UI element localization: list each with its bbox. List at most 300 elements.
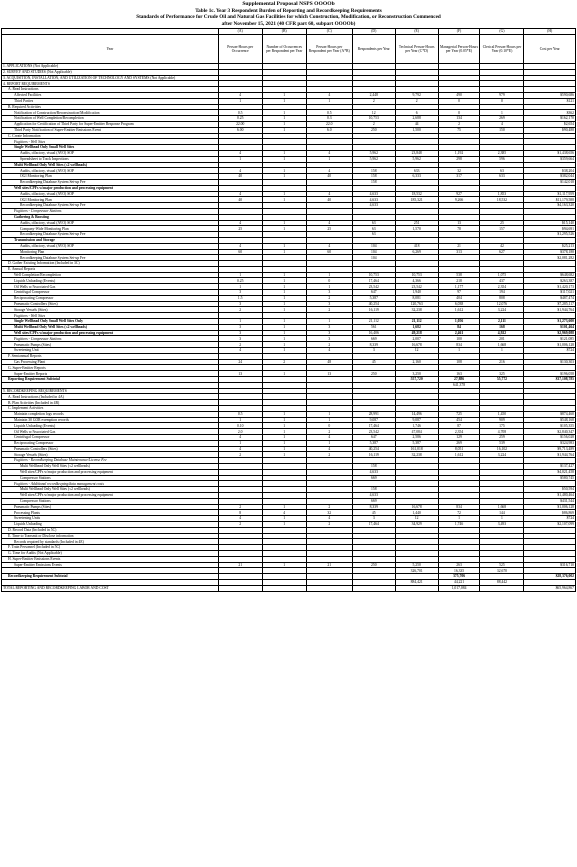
table-cell: 78 bbox=[438, 226, 480, 232]
table-cell: 1,612 bbox=[438, 452, 480, 458]
row-label: Liquids Unloading (Events) bbox=[2, 423, 219, 429]
table-cell: 48 bbox=[306, 359, 352, 365]
table-cell: 1 bbox=[306, 411, 352, 417]
row-label: Recordkeeping Database System Set-up Fee bbox=[2, 179, 219, 185]
table-cell: 1 bbox=[438, 348, 480, 354]
table-cell: 218 bbox=[438, 278, 480, 284]
table-cell: 0 bbox=[306, 278, 352, 284]
table-cell: 0 bbox=[480, 98, 524, 104]
table-cell: 3 bbox=[352, 348, 395, 354]
row-label: Reciprocating Compressor bbox=[2, 440, 219, 446]
row-label: Pneumatic Pumps (Sites) bbox=[2, 342, 219, 348]
table-cell: 1,668 bbox=[480, 504, 524, 510]
table-cell: $1,273,600 bbox=[524, 319, 576, 325]
table-cell: 1,177 bbox=[438, 284, 480, 290]
table-cell: 0.10 bbox=[218, 423, 262, 429]
table-cell: 1 bbox=[262, 371, 306, 377]
row-label: Liquids Unloading bbox=[2, 521, 219, 527]
table-cell: 168 bbox=[480, 324, 524, 330]
table-cell: 108 bbox=[438, 359, 480, 365]
table-cell: 21 bbox=[306, 562, 352, 568]
table-cell: $37,108,785 bbox=[524, 377, 576, 383]
table-cell: 1 bbox=[262, 336, 306, 342]
table-cell: 5,250 bbox=[395, 562, 438, 568]
row-label: Pneumatic Pumps (Sites) bbox=[2, 504, 219, 510]
table-cell: 326,701 bbox=[395, 568, 438, 574]
table-cell: 1 bbox=[262, 440, 306, 446]
table-cell: 1 bbox=[262, 92, 306, 98]
row-label: Audits, olfactory, visual (AVO) SOP bbox=[2, 150, 219, 156]
table-cell: 263 bbox=[438, 562, 480, 568]
table-cell: 201 bbox=[480, 336, 524, 342]
table-cell: 647 bbox=[352, 435, 395, 441]
table-cell: $590,686 bbox=[524, 92, 576, 98]
table-cell: 9,792 bbox=[395, 92, 438, 98]
table-cell: 2 bbox=[352, 98, 395, 104]
row-label: Audits, olfactory, visual (AVO) SOP bbox=[2, 168, 219, 174]
row-label: 1. APPLICATIONS (Not Applicable) bbox=[2, 64, 219, 70]
table-cell: 1 bbox=[262, 110, 306, 116]
table-cell: 1 bbox=[306, 156, 352, 162]
table-cell: 1 bbox=[262, 290, 306, 296]
table-cell: 88,442 bbox=[480, 579, 524, 585]
column-letter: (F) bbox=[438, 29, 480, 35]
table-cell: 3 bbox=[218, 290, 262, 296]
table-cell: 4 bbox=[306, 348, 352, 354]
table-cell bbox=[306, 585, 352, 591]
table-cell: 834 bbox=[438, 342, 480, 348]
table-cell: 1 bbox=[262, 423, 306, 429]
table-cell: 325 bbox=[480, 371, 524, 377]
table-cell: 375,706 bbox=[438, 574, 480, 580]
table-cell: 16,406 bbox=[352, 330, 395, 336]
row-label: Transmission and Storage bbox=[2, 237, 219, 243]
table-cell: 1 bbox=[262, 295, 306, 301]
table-cell: 2,160 bbox=[395, 359, 438, 365]
table-cell: 63 bbox=[352, 220, 395, 226]
row-label: TOTAL REPORTING AND RECORDKEEPING LABOR AND COST bbox=[2, 585, 219, 591]
table-cell: 23,542 bbox=[352, 429, 395, 435]
table-cell: 490 bbox=[438, 92, 480, 98]
table-cell: $15,140 bbox=[524, 220, 576, 226]
column-header: Person-Hours per Occurrence bbox=[218, 35, 262, 64]
document-heading: Supplemental Proposal NSPS OOOOb bbox=[242, 1, 335, 7]
table-cell: 2 bbox=[218, 504, 262, 510]
table-cell: 4 bbox=[218, 446, 262, 452]
table-cell: 13 bbox=[218, 371, 262, 377]
table-cell: 1 bbox=[262, 278, 306, 284]
table-cell: $65,964,867 bbox=[524, 585, 576, 591]
table-cell: 150 bbox=[480, 127, 524, 133]
table-cell: 2 bbox=[218, 452, 262, 458]
row-label: Well sites/CPFs w/major production and processing equipment bbox=[2, 330, 219, 336]
table-cell: 557,720 bbox=[395, 377, 438, 383]
row-label: Sweetening Unit bbox=[2, 348, 219, 354]
table-cell: 216 bbox=[480, 359, 524, 365]
table-cell: 1 bbox=[306, 440, 352, 446]
table-cell: 45 bbox=[352, 359, 395, 365]
row-label: Fugitives - Additional recordkeeping/data management costs bbox=[2, 481, 219, 487]
table-cell: 4 bbox=[306, 220, 352, 226]
table-cell: 10,753 bbox=[352, 272, 395, 278]
row-label: Third Party Notification of Super-Emitter Emissions Event bbox=[2, 127, 219, 133]
table-cell: 269 bbox=[480, 116, 524, 122]
row-label: B. Plan Activities (Included in 4B) bbox=[2, 400, 219, 406]
table-cell: $11,179,588 bbox=[524, 197, 576, 203]
table-cell: 21,112 bbox=[352, 319, 395, 325]
table-cell: $1,295,526 bbox=[524, 232, 576, 238]
table-cell: 4 bbox=[262, 510, 306, 516]
table-cell: 6,038 bbox=[438, 301, 480, 307]
table-cell: 40 bbox=[306, 174, 352, 180]
row-label: H. Super-Emitter Emissions Events bbox=[2, 556, 219, 562]
row-label: D. Gather Existing Information (Included in 3C) bbox=[2, 261, 219, 267]
table-cell: 1,450 bbox=[480, 411, 524, 417]
table-cell: 2 bbox=[218, 521, 262, 527]
table-cell: 10,753 bbox=[395, 272, 438, 278]
table-cell: 2,448 bbox=[352, 92, 395, 98]
table-cell: 2 bbox=[306, 429, 352, 435]
table-cell: 21,112 bbox=[395, 319, 438, 325]
table-cell: 538 bbox=[438, 272, 480, 278]
table-cell: 60 bbox=[218, 249, 262, 255]
table-cell: 25 bbox=[218, 226, 262, 232]
table-cell: 175 bbox=[480, 423, 524, 429]
table-cell: $724 bbox=[524, 516, 576, 522]
table-cell: 4 bbox=[218, 168, 262, 174]
table-cell: $86,869 bbox=[524, 510, 576, 516]
table-cell: 4 bbox=[218, 191, 262, 197]
table-cell: 2 bbox=[218, 342, 262, 348]
table-cell: $4,021,458 bbox=[524, 469, 576, 475]
table-cell: $137,427 bbox=[524, 463, 576, 469]
table-cell: 1 bbox=[218, 272, 262, 278]
table-cell: 4,633 bbox=[352, 469, 395, 475]
column-header: Technical Person-Hours per Year (C*D) bbox=[395, 35, 438, 64]
row-label: Single Wellhead Only Small Well Sites Only bbox=[2, 319, 219, 325]
table-cell: 317 bbox=[438, 174, 480, 180]
table-cell: $1,438,656 bbox=[524, 150, 576, 156]
table-cell: 4 bbox=[218, 220, 262, 226]
row-label: Centrifugal Compressor bbox=[2, 290, 219, 296]
table-cell: 909 bbox=[480, 417, 524, 423]
row-label: Oil Wells w/Associated Gas bbox=[2, 429, 219, 435]
table-cell: 669 bbox=[352, 475, 395, 481]
table-cell: 1 bbox=[262, 417, 306, 423]
table-cell bbox=[218, 585, 262, 591]
table-cell: 97 bbox=[438, 290, 480, 296]
row-label: Compressor Stations bbox=[2, 498, 219, 504]
table-cell: $1,480,464 bbox=[524, 492, 576, 498]
table-cell: 4 bbox=[306, 516, 352, 522]
table-cell: 4,922 bbox=[480, 330, 524, 336]
row-label: Fugitives - Well Sites bbox=[2, 313, 219, 319]
table-cell: 1 bbox=[262, 348, 306, 354]
row-label: Maintain completion logs records bbox=[2, 411, 219, 417]
table-cell: 596 bbox=[480, 156, 524, 162]
table-cell: 72 bbox=[438, 510, 480, 516]
table-cell: 32 bbox=[306, 510, 352, 516]
table-cell: 3 bbox=[306, 301, 352, 307]
table-cell: 1 bbox=[262, 521, 306, 527]
table-cell: 0.3 bbox=[306, 116, 352, 122]
table-cell: 2,007 bbox=[395, 336, 438, 342]
table-cell: 539 bbox=[480, 440, 524, 446]
table-cell: 1 bbox=[262, 191, 306, 197]
table-body bbox=[2, 64, 576, 592]
row-label: C. Create Information bbox=[2, 133, 219, 139]
row-label: Well sites/CPFs w/major production and processing equipment bbox=[2, 492, 219, 498]
table-cell: 194 bbox=[480, 290, 524, 296]
table-cell: 63 bbox=[352, 226, 395, 232]
column-letter: (C) bbox=[306, 29, 352, 35]
table-cell: 4 bbox=[306, 446, 352, 452]
table-cell bbox=[262, 585, 306, 591]
table-cell: 40 bbox=[218, 174, 262, 180]
table-cell: $156,028 bbox=[524, 435, 576, 441]
table-cell: 1 bbox=[262, 121, 306, 127]
column-header: Year bbox=[2, 35, 219, 64]
table-cell: 808 bbox=[480, 295, 524, 301]
table-cell: 4 bbox=[218, 435, 262, 441]
table-cell: 627 bbox=[480, 249, 524, 255]
table-cell: 1 bbox=[306, 98, 352, 104]
table-cell: 22.0 bbox=[306, 121, 352, 127]
table-cell: 17,464 bbox=[352, 423, 395, 429]
column-header-row bbox=[2, 35, 576, 64]
table-cell: 12 bbox=[395, 516, 438, 522]
table-cell: 250 bbox=[352, 127, 395, 133]
table-cell: 3 bbox=[306, 290, 352, 296]
table-cell: 28,991 bbox=[352, 411, 395, 417]
row-label: Fugitives - Well Sites bbox=[2, 139, 219, 145]
table-cell: $121,085 bbox=[524, 336, 576, 342]
table-cell: 1 bbox=[218, 440, 262, 446]
row-label: F. Semiannual Reports bbox=[2, 353, 219, 359]
row-label: F. Train Personnel (Included in 5C) bbox=[2, 545, 219, 551]
row-label: Audits, olfactory, visual (AVO) SOP bbox=[2, 243, 219, 249]
row-label: Audits, olfactory, visual (AVO) SOP bbox=[2, 191, 219, 197]
table-cell: 8,081 bbox=[395, 295, 438, 301]
table-cell: 6,269 bbox=[395, 249, 438, 255]
row-label: Storage Vessels (Sites) bbox=[2, 307, 219, 313]
table-cell: 1 bbox=[262, 226, 306, 232]
table-cell: 2,688 bbox=[395, 116, 438, 122]
table-cell: 1,192 bbox=[438, 150, 480, 156]
table-cell: 1 bbox=[262, 324, 306, 330]
column-header: Number of Occurrences per Respondent per Year bbox=[262, 35, 306, 64]
row-label: A. Read Instructions (Included in 4A) bbox=[2, 394, 219, 400]
row-label: Audits, olfactory, visual (AVO) SOP bbox=[2, 220, 219, 226]
column-header: Respondents per Year bbox=[352, 35, 395, 64]
table-cell: 14,496 bbox=[395, 411, 438, 417]
table-cell: 2 bbox=[306, 295, 352, 301]
table-cell: 298 bbox=[438, 156, 480, 162]
table-cell: 2,586 bbox=[395, 435, 438, 441]
table-cell: $316,710 bbox=[524, 562, 576, 568]
table-cell: 1 bbox=[218, 284, 262, 290]
table-cell: 16,119 bbox=[352, 307, 395, 313]
table-cell: 49,218 bbox=[395, 330, 438, 336]
table-cell: 1,612 bbox=[438, 307, 480, 313]
table-cell: 8,339 bbox=[352, 504, 395, 510]
column-letter: (H) bbox=[524, 29, 576, 35]
row-label: Well sites/CPFs w/major production and processing equipment bbox=[2, 469, 219, 475]
table-cell: $362 bbox=[524, 110, 576, 116]
table-cell: 10,753 bbox=[352, 116, 395, 122]
table-cell: $1,420,173 bbox=[524, 284, 576, 290]
table-cell: 9,266 bbox=[438, 197, 480, 203]
table-cell: 22.00 bbox=[218, 121, 262, 127]
table-cell: 1,940 bbox=[395, 290, 438, 296]
table-cell: 4 bbox=[306, 435, 352, 441]
table-cell: 4,366 bbox=[395, 278, 438, 284]
row-label: Multi Wellhead Only Well Sites (≤2 wellheads) bbox=[2, 487, 219, 493]
table-cell: 4,708 bbox=[480, 429, 524, 435]
table-cell: 1,056 bbox=[438, 319, 480, 325]
table-cell: 1,746 bbox=[395, 423, 438, 429]
table-cell: 45 bbox=[352, 510, 395, 516]
table-cell: $105,355 bbox=[524, 423, 576, 429]
table-cell: 259 bbox=[480, 435, 524, 441]
table-cell: 32,238 bbox=[395, 452, 438, 458]
row-label: Recordkeeping Database System Set-up Fee bbox=[2, 232, 219, 238]
table-cell: 13 bbox=[438, 220, 480, 226]
row-label: OGI Monitoring Plan bbox=[2, 174, 219, 180]
table-cell: $2,840,347 bbox=[524, 429, 576, 435]
table-cell: 6 bbox=[395, 110, 438, 116]
table-cell: 2 bbox=[438, 121, 480, 127]
table-cell: 63 bbox=[480, 168, 524, 174]
table-cell: 44,221 bbox=[438, 579, 480, 585]
table-cell: 1 bbox=[262, 197, 306, 203]
table-cell: 633 bbox=[480, 174, 524, 180]
table-cell: 1 bbox=[262, 249, 306, 255]
table-cell: 669 bbox=[352, 336, 395, 342]
row-label: Third Parties bbox=[2, 98, 219, 104]
table-cell bbox=[480, 585, 524, 591]
table-cell: 16,335 bbox=[438, 568, 480, 574]
table-cell: 25 bbox=[306, 226, 352, 232]
table-cell: 404 bbox=[438, 295, 480, 301]
table-cell: 47,084 bbox=[395, 429, 438, 435]
column-letter: (G) bbox=[480, 29, 524, 35]
table-cell: 1 bbox=[262, 319, 306, 325]
table-cell: 1 bbox=[262, 562, 306, 568]
table-cell: 12 bbox=[395, 348, 438, 354]
row-label: C. Implement Activities bbox=[2, 406, 219, 412]
row-label: Notification of Well Completion/Recompletion bbox=[2, 116, 219, 122]
table-cell: 3 bbox=[306, 330, 352, 336]
table-cell: $9,713,489 bbox=[524, 446, 576, 452]
table-cell: 2.0 bbox=[218, 429, 262, 435]
table-cell: 4 bbox=[218, 150, 262, 156]
row-label: E. Annual Reports bbox=[2, 266, 219, 272]
table-cell: 0 bbox=[306, 423, 352, 429]
table-cell: 1 bbox=[262, 429, 306, 435]
table-cell: 1 bbox=[438, 516, 480, 522]
row-label: Recordkeeping Database System Set-up Fee bbox=[2, 255, 219, 261]
table-cell: 4 bbox=[306, 191, 352, 197]
table-cell bbox=[395, 585, 438, 591]
table-cell: 1 bbox=[262, 330, 306, 336]
table-cell: 454 bbox=[438, 417, 480, 423]
table-cell: 104 bbox=[352, 243, 395, 249]
table-cell: $101,464 bbox=[524, 324, 576, 330]
table-cell: 1.5 bbox=[218, 295, 262, 301]
table-cell: 1,500 bbox=[395, 127, 438, 133]
table-cell: $382,044 bbox=[524, 174, 576, 180]
table-cell: 269 bbox=[438, 440, 480, 446]
row-label: OGI Monitoring Plan bbox=[2, 197, 219, 203]
table-cell: 1 bbox=[480, 348, 524, 354]
row-label: Reciprocating Compressor bbox=[2, 295, 219, 301]
row-label: Well Completion/Recompletion bbox=[2, 272, 219, 278]
row-label: Application for Certification of Third Party for Super-Emitter Response Program bbox=[2, 121, 219, 127]
table-cell: 2,354 bbox=[480, 284, 524, 290]
table-cell: $2,081,282 bbox=[524, 255, 576, 261]
row-label: D. Record Data (Included in 5C) bbox=[2, 527, 219, 533]
table-cell: 2,385 bbox=[480, 150, 524, 156]
table-cell: 0 bbox=[438, 98, 480, 104]
table-cell: 1 bbox=[262, 168, 306, 174]
table-cell: 16,678 bbox=[395, 504, 438, 510]
table-cell: 40 bbox=[218, 197, 262, 203]
table-cell: 75 bbox=[438, 127, 480, 133]
table-cell: 1,668 bbox=[480, 342, 524, 348]
table-cell: $7,285,117 bbox=[524, 301, 576, 307]
table-cell: 21 bbox=[438, 243, 480, 249]
table-cell: 17,464 bbox=[352, 278, 395, 284]
table-cell: 1 bbox=[262, 174, 306, 180]
table-cell: 144 bbox=[480, 510, 524, 516]
row-label: Fugitives - Compressor Stations bbox=[2, 208, 219, 214]
table-cell: 3,493 bbox=[480, 521, 524, 527]
row-label: Super-Emitter Emissions Events bbox=[2, 562, 219, 568]
column-header: Managerial Person-Hours per Year (0.05*E) bbox=[438, 35, 480, 64]
table-cell: 5,387 bbox=[352, 295, 395, 301]
row-label: Compressor Stations bbox=[2, 475, 219, 481]
row-label: A. Read Instructions bbox=[2, 87, 219, 93]
table-cell bbox=[352, 585, 395, 591]
table-cell: 1 bbox=[262, 307, 306, 313]
table-cell: 4 bbox=[306, 150, 352, 156]
table-cell: 1 bbox=[306, 417, 352, 423]
table-cell: 1,853 bbox=[480, 191, 524, 197]
row-label: Single Wellhead Only Small Well Sites bbox=[2, 145, 219, 151]
row-label: Sweetening Units bbox=[2, 516, 219, 522]
table-cell: 4 bbox=[480, 121, 524, 127]
table-cell: 725 bbox=[438, 411, 480, 417]
table-cell: 2,111 bbox=[480, 319, 524, 325]
table-cell: 2 bbox=[395, 98, 438, 104]
table-cell: 40,254 bbox=[352, 446, 395, 452]
table-cell: 42 bbox=[480, 243, 524, 249]
table-cell: 1,017,084 bbox=[438, 585, 480, 591]
row-label: Pneumatic Controllers (Sites) bbox=[2, 301, 219, 307]
table-cell: $648,682 bbox=[524, 272, 576, 278]
table-cell: 1 bbox=[262, 243, 306, 249]
table-cell: 3,224 bbox=[480, 452, 524, 458]
table-cell: 2 bbox=[306, 504, 352, 510]
table-cell: 4 bbox=[306, 243, 352, 249]
table-cell: 4 bbox=[218, 92, 262, 98]
table-cell: 1 bbox=[262, 272, 306, 278]
table-cell: 1 bbox=[262, 116, 306, 122]
table-cell: 27,886 bbox=[438, 377, 480, 383]
row-label: Gas Processing Plant bbox=[2, 359, 219, 365]
table-cell: 129 bbox=[438, 435, 480, 441]
